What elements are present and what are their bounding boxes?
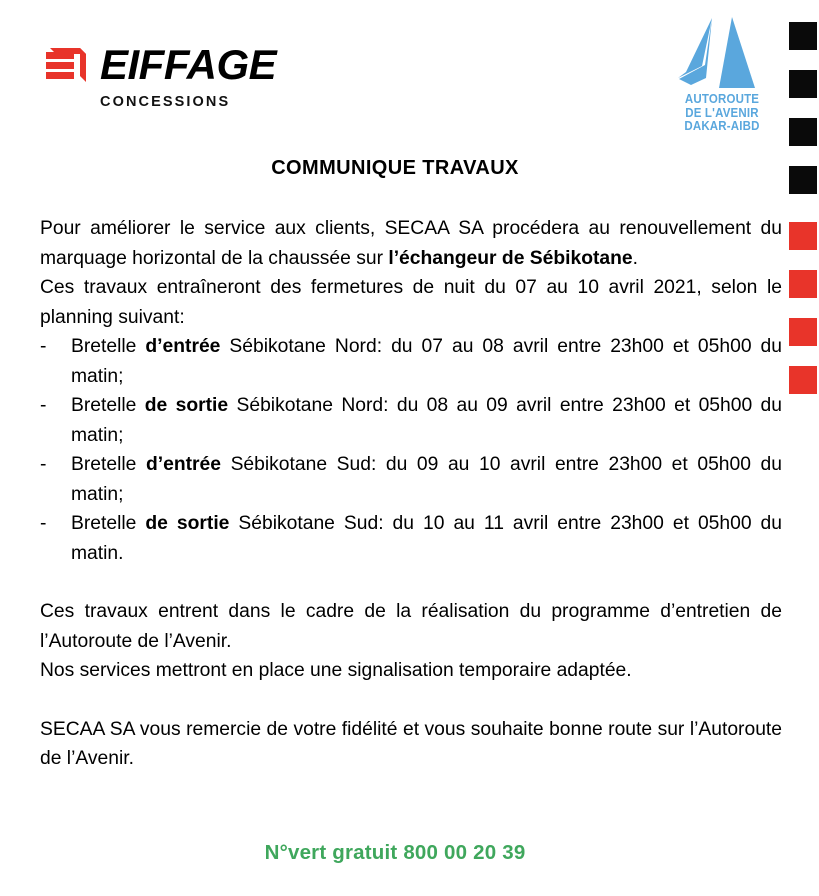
edge-square [789,70,817,98]
thanks-paragraph: SECAA SA vous remercie de votre fidélité et vous souhaite bonne route sur l’Autoroute de l’Avenir. [40,718,782,769]
edge-square [789,270,817,298]
edge-square [789,166,817,194]
eiffage-logo [44,41,277,110]
bullet-dash: - [40,513,47,534]
document-header [0,0,819,140]
list-item [40,391,782,450]
green-number-footer: N°vert gratuit 800 00 20 39 [264,841,526,864]
item-text-after: Sébikotane Nord: du 07 au 08 avril entre 23h00 et 05h00 du matin; [71,336,782,387]
autoroute-logo-text [667,93,777,134]
autoroute-logo-line-2: DE L'AVENIR [685,105,759,120]
item-text-after: Sébikotane Sud: du 10 au 11 avril entre 23h00 et 05h00 du matin. [71,513,783,564]
edge-square [789,118,817,146]
eiffage-wordmark: EIFFAGE [100,41,277,88]
item-text-before: Bretelle [71,454,146,475]
intro-bold-location: l’échangeur de Sébikotane [388,247,633,269]
autoroute-logo [662,16,782,134]
item-text-after: Sébikotane Nord: du 08 au 09 avril entre 23h00 et 05h00 du matin; [71,395,782,446]
list-item [40,509,782,568]
autoroute-logo-line-1: AUTOROUTE [684,92,760,106]
document-body [40,214,782,774]
item-text-bold: de sortie [144,395,229,416]
item-text-before: Bretelle [71,336,146,357]
signage-note-paragraph: Nos services mettront en place une signalisation temporaire adaptée. [40,660,632,681]
closing-paragraph: Ces travaux entrent dans le cadre de la réalisation du programme d’entretien de l’Autoroute de l’Avenir. [40,601,782,652]
schedule-intro-paragraph: Ces travaux entraîneront des fermetures de nuit du 07 au 10 avril 2021, selon le planning suivant: [40,277,782,328]
autoroute-logo-line-3: DAKAR-AIBD [684,119,760,133]
item-text-bold: de sortie [145,513,230,534]
item-text-after: Sébikotane Sud: du 09 au 10 avril entre 23h00 et 05h00 du matin; [71,454,782,505]
bullet-dash: - [40,454,47,475]
bullet-dash: - [40,395,47,416]
paragraph-spacer [40,686,782,715]
intro-text-after: . [632,247,639,269]
bullet-dash: - [40,336,47,357]
paragraph-spacer [40,568,782,597]
edge-square [789,22,817,50]
list-item [40,450,782,509]
intro-text-before: Pour améliorer le service aux clients, SECAA SA procédera au renouvellement du marquage horizontal de la chaussée sur [40,218,782,269]
eiffage-logo-row [44,41,277,88]
eiffage-mark-icon [44,45,86,85]
autoroute-road-mark-icon [672,16,772,92]
edge-square [789,366,817,394]
schedule-list [40,332,782,568]
item-text-bold: d’entrée [145,454,221,475]
eiffage-subtitle: CONCESSIONS [100,94,231,110]
item-text-before: Bretelle [71,395,145,416]
page-title: COMMUNIQUE TRAVAUX [271,157,519,179]
item-text-before: Bretelle [71,513,146,534]
edge-square [789,318,817,346]
edge-square [789,222,817,250]
list-item [40,332,782,391]
edge-square-column [789,0,819,430]
item-text-bold: d’entrée [145,336,221,357]
intro-paragraph [40,214,782,273]
